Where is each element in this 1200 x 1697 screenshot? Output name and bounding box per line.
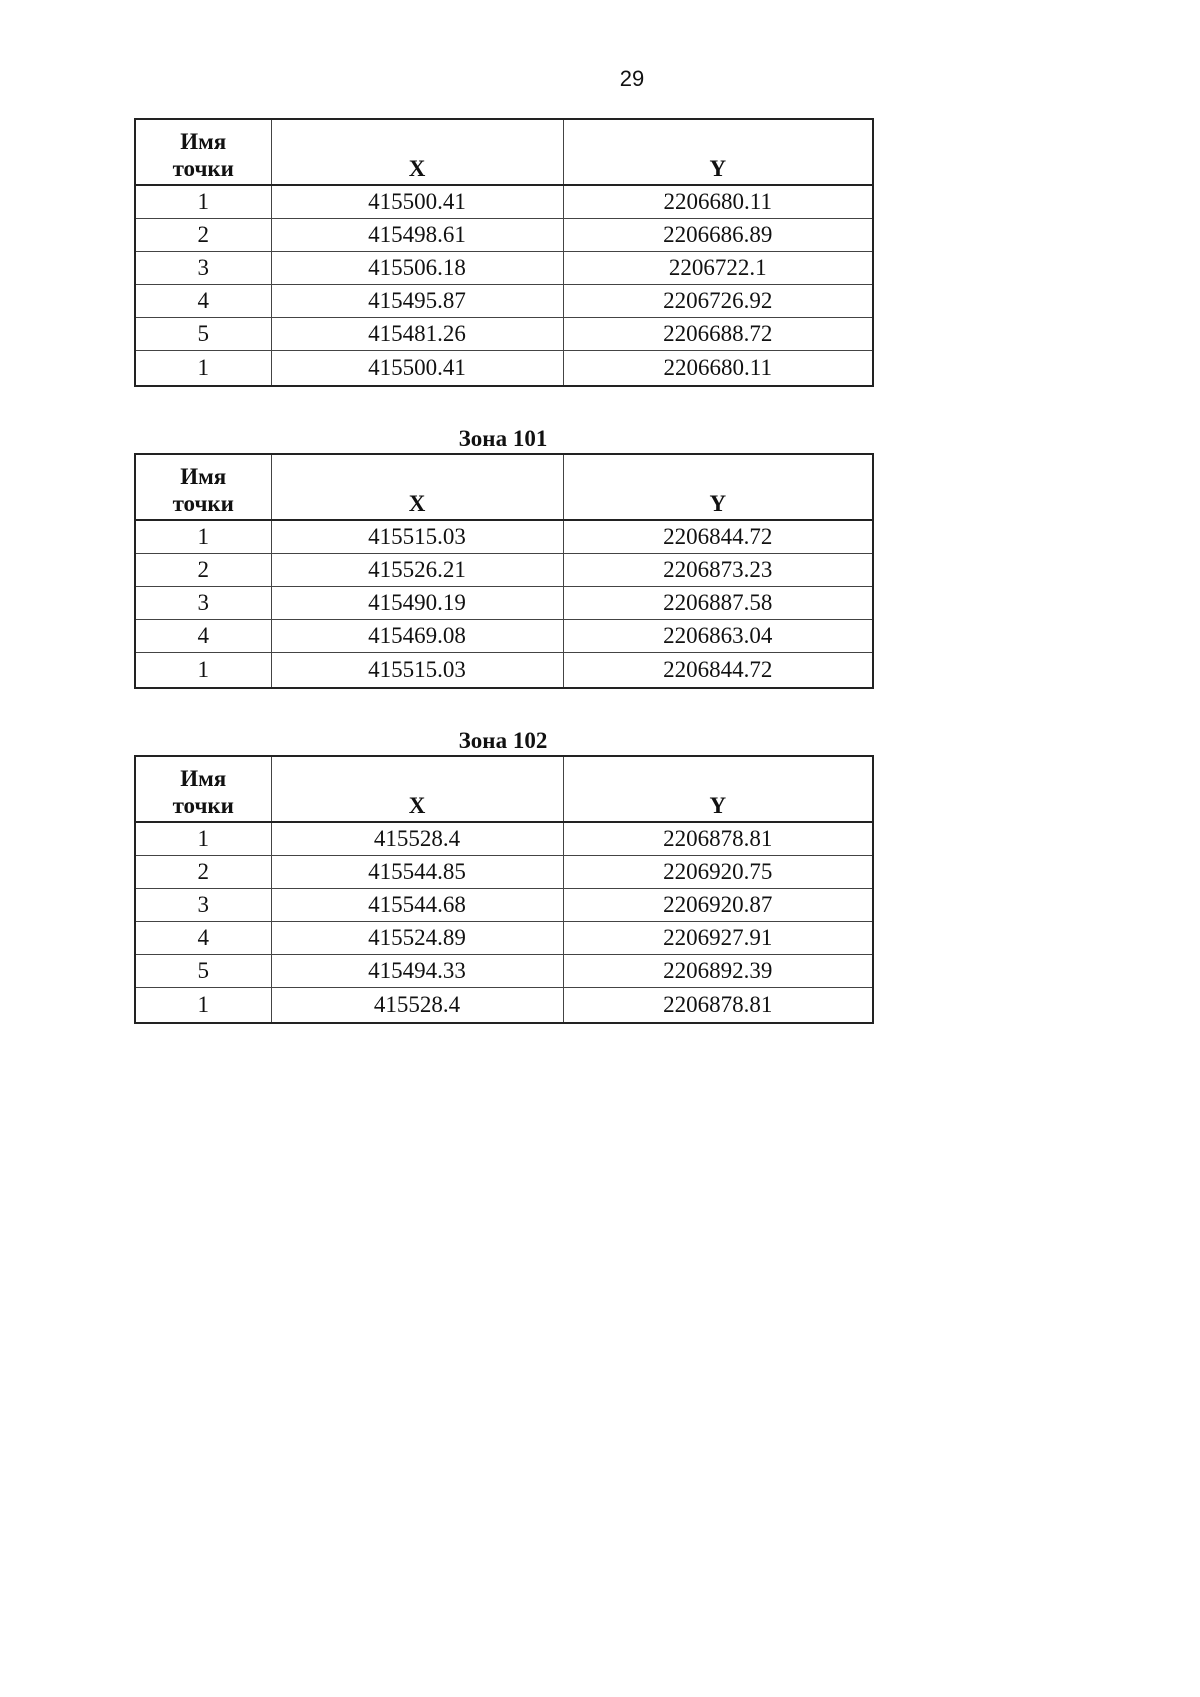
- table-row: [135, 856, 873, 889]
- header-y: Y: [563, 119, 873, 185]
- page-number: 29: [619, 66, 645, 91]
- cell-x: 415498.61: [271, 219, 563, 252]
- cell-point-name: 1: [135, 653, 271, 689]
- cell-y: 2206863.04: [563, 620, 873, 653]
- coordinates-table: [134, 755, 874, 1024]
- cell-y: 2206887.58: [563, 587, 873, 620]
- cell-point-name: 3: [135, 587, 271, 620]
- cell-x: 415469.08: [271, 620, 563, 653]
- cell-y: 2206920.75: [563, 856, 873, 889]
- cell-x: 415515.03: [271, 653, 563, 689]
- cell-point-name: 3: [135, 252, 271, 285]
- table-row: [135, 889, 873, 922]
- cell-y: 2206688.72: [563, 318, 873, 351]
- cell-y: 2206844.72: [563, 520, 873, 554]
- cell-x: 415481.26: [271, 318, 563, 351]
- table-row: [135, 988, 873, 1024]
- header-y: Y: [563, 454, 873, 520]
- cell-y: 2206878.81: [563, 822, 873, 856]
- cell-point-name: 2: [135, 856, 271, 889]
- header-point-name: Имя точки: [135, 454, 271, 520]
- cell-y: 2206873.23: [563, 554, 873, 587]
- coordinates-section-zone-101: [134, 425, 872, 689]
- cell-y: 2206920.87: [563, 889, 873, 922]
- cell-point-name: 5: [135, 955, 271, 988]
- table-caption: Зона 102: [458, 728, 548, 753]
- cell-point-name: 4: [135, 285, 271, 318]
- cell-x: 415524.89: [271, 922, 563, 955]
- header-y: Y: [563, 756, 873, 822]
- table-row: [135, 620, 873, 653]
- table-row: [135, 520, 873, 554]
- cell-x: 415495.87: [271, 285, 563, 318]
- cell-y: 2206680.11: [563, 185, 873, 219]
- cell-point-name: 1: [135, 988, 271, 1024]
- table-header-row: [135, 119, 873, 185]
- table-row: [135, 822, 873, 856]
- cell-x: 415528.4: [271, 822, 563, 856]
- header-x: X: [271, 119, 563, 185]
- coordinates-table: [134, 453, 874, 689]
- cell-x: 415544.85: [271, 856, 563, 889]
- cell-y: 2206726.92: [563, 285, 873, 318]
- cell-x: 415500.41: [271, 351, 563, 387]
- table-row: [135, 554, 873, 587]
- header-x: X: [271, 756, 563, 822]
- cell-point-name: 5: [135, 318, 271, 351]
- cell-x: 415544.68: [271, 889, 563, 922]
- table-header-row: [135, 756, 873, 822]
- cell-point-name: 1: [135, 185, 271, 219]
- cell-point-name: 1: [135, 351, 271, 387]
- table-row: [135, 219, 873, 252]
- coordinates-section-zone-102: [134, 727, 872, 1024]
- table-row: [135, 922, 873, 955]
- coordinates-section-1: [134, 118, 872, 387]
- cell-y: 2206892.39: [563, 955, 873, 988]
- cell-x: 415526.21: [271, 554, 563, 587]
- table-caption: Зона 101: [458, 426, 548, 451]
- cell-point-name: 2: [135, 554, 271, 587]
- header-point-name: Имя точки: [135, 756, 271, 822]
- cell-y: 2206722.1: [563, 252, 873, 285]
- table-row: [135, 185, 873, 219]
- cell-point-name: 1: [135, 520, 271, 554]
- table-row: [135, 318, 873, 351]
- cell-y: 2206844.72: [563, 653, 873, 689]
- table-header-row: [135, 454, 873, 520]
- cell-point-name: 3: [135, 889, 271, 922]
- cell-point-name: 2: [135, 219, 271, 252]
- cell-point-name: 1: [135, 822, 271, 856]
- header-x: X: [271, 454, 563, 520]
- cell-y: 2206878.81: [563, 988, 873, 1024]
- cell-x: 415500.41: [271, 185, 563, 219]
- table-row: [135, 955, 873, 988]
- table-row: [135, 285, 873, 318]
- cell-x: 415494.33: [271, 955, 563, 988]
- cell-point-name: 4: [135, 620, 271, 653]
- cell-x: 415506.18: [271, 252, 563, 285]
- table-row: [135, 587, 873, 620]
- table-row: [135, 252, 873, 285]
- cell-y: 2206686.89: [563, 219, 873, 252]
- cell-x: 415528.4: [271, 988, 563, 1024]
- cell-point-name: 4: [135, 922, 271, 955]
- header-point-name: Имя точки: [135, 119, 271, 185]
- table-row: [135, 653, 873, 689]
- cell-x: 415515.03: [271, 520, 563, 554]
- cell-x: 415490.19: [271, 587, 563, 620]
- cell-y: 2206680.11: [563, 351, 873, 387]
- table-row: [135, 351, 873, 387]
- coordinates-table: [134, 118, 874, 387]
- cell-y: 2206927.91: [563, 922, 873, 955]
